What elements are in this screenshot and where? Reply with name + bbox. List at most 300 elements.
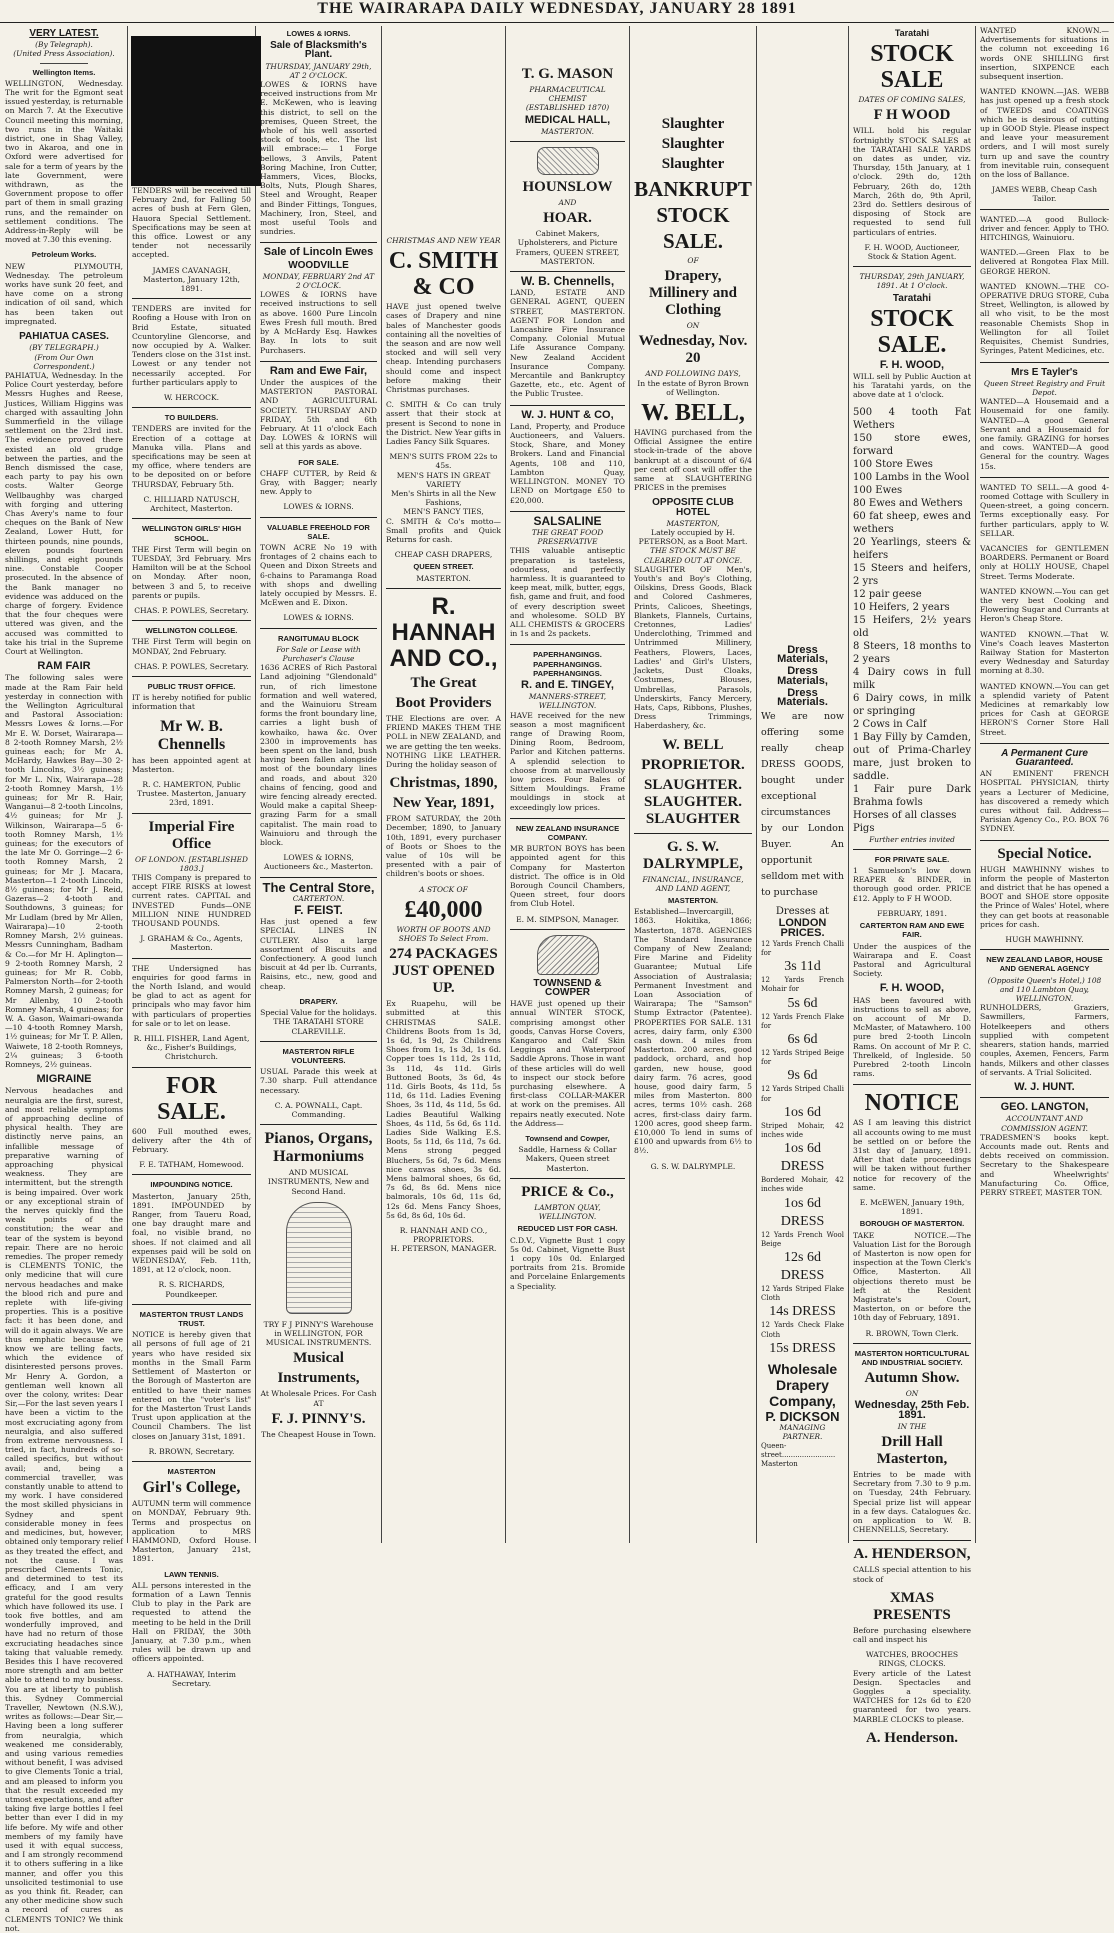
- ad-text: Under the auspices of the MASTERTON PASTORAL AND AGRICULTURAL SOCIETY. THURSDAY AND FRIDAY, 5th and 6th February. At 11 o'clock Each Day. LOWES & IORNS will sell at this yards as above.: [260, 377, 377, 452]
- divider: [634, 833, 752, 834]
- list-item: [761, 1231, 844, 1285]
- headline: Special Notice.: [997, 845, 1092, 862]
- subhead: ACCOUNTANT AND COMMISSION AGENT.: [1001, 1114, 1088, 1133]
- divider: [510, 818, 625, 819]
- ad-text: MEN'S HATS IN GREAT VARIETY: [396, 470, 491, 489]
- ad-signature: E. M. SIMPSON, Manager.: [516, 914, 619, 924]
- list-item: [761, 976, 844, 1012]
- headline: New Year, 1891,: [392, 795, 495, 812]
- list-item: [761, 1285, 844, 1321]
- ad-text: LOWES & IORNS have received instructions to sell as above. 1600 Pure Lincoln Ewes Fresh full mouth. Bred by A McHardy Esq. Hawkes Bay. In lots to suit Purchasers.: [260, 290, 377, 355]
- item-label: 12 Yards French Mohair for: [761, 976, 844, 994]
- list-item: 80 Ewes and Wethers: [853, 497, 963, 509]
- divider: [132, 1304, 251, 1305]
- ad-text: WANTED KNOWN.—JAS. WEBB has just opened up a fresh stock of TWEEDS and COATINGS which he is desirous of cutting up in GOOD Style. Please inspect and leave your measurement orders, and I will most surely turn up and save the country from inevitable ruin, consequent on the loss of Ballance.: [980, 87, 1109, 180]
- column-rule: [505, 26, 506, 1543]
- headline: C. SMITH & CO: [388, 248, 499, 301]
- ad-text: FEBRUARY, 1891.: [877, 908, 947, 918]
- ad-text: VACANCIES for GENTLEMEN BOARDERS. Permanent or Board only at HOLLY HOUSE, Chapel Street. Terms Moderate.: [980, 543, 1109, 581]
- ad-signature: R. BROWN, Town Clerk.: [865, 1328, 959, 1338]
- subhead: LAMBTON QUAY, WELLINGTON.: [534, 1202, 601, 1222]
- divider: [132, 620, 251, 621]
- ad-text: C.D.V., Vignette Bust 1 copy 5s 0d. Cabinet, Vignette Bust 1 copy 10s 0d. Enlarged portraits from 21s. Bromide and Porcelaine Enlargements a Speciality.: [510, 1235, 625, 1291]
- ad-text: CHEAP CASH DRAPERS,: [394, 550, 493, 560]
- headline: Slaughter: [661, 156, 725, 172]
- article-text: The following sales were made at the Ram Fair held yesterday in connection with the Wellington Agricultural and Pastoral Association: Messrs Lowes & Iorns.—For Mr E. W. Dorset, Wairarapa—8 2-tooth Romney Marsh, 2½ guineas each; for Mr A. McHardy, Hawkes Bay—30 2-tooth Lincolns, 3½ guineas; for Mr L. Nix, Wairarapa—28 2-tooth Romney Marsh, 1½ guineas; for Mr R. Hair, Wanganui—8 2-tooth Lincolns, 4½ guineas; for Mr J. Wilkinson, Wairarapa—5 6-tooth Romney Marsh, 1½ guineas; for the executors of the late Mr O. Gorringe—2 6-tooth Romney Marsh, 2 guineas; for Mr J. Macara, Masterton—1 2-tooth Lincoln, 8½ guineas; for Mr J. Reid, Gazeras—2 4-tooth and Southdowns, 3 guineas; for Mr Ludlam (bred by Mr Allen, Wairarapa)—10 2-tooth Romney Marsh, 2½ guineas. Messrs Cunningham, Badham & Co.—for Mr H. Aplington—9 2-tooth Romney Marsh, 2 guineas; for Mr R. Cobb, Palmerston North—for 2-tooth Romney Marsh, 2 guineas; for Mr Allenby, 10 2-tooth Romney Marsh, 4 guineas; for W. A. Gason, Waimari-owanda—10 4-tooth Romney Marsh, 1½ guineas; for Mr T. P. Allen, Waiwete, 18 2-tooth Romneys, 2¼ guineas; 3 6-tooth Romneys, 2½ guineas.: [5, 673, 123, 1069]
- subhead: (Opposite Queen's Hotel,) 108 and 110 Lambton Quay, WELLINGTON.: [987, 975, 1102, 1004]
- headline: TOWNSEND & COWPER: [533, 977, 602, 999]
- subhead: OF LONDON. [ESTABLISHED 1803.]: [135, 854, 248, 873]
- ad-text: MEN'S FANCY TIES,: [403, 507, 484, 517]
- subhead: MANAGING PARTNER.: [779, 1423, 826, 1442]
- headline: Boot Providers: [395, 694, 492, 711]
- ad-text: Ex Ruapehu, will be submitted at this CHRISTMAS SALE. Childrens Boots from 1s 3d, 1s 6d, 1s 9d, 2s Childrens Shoes from 1s, 1s 3d, 1s 6d. Copper toes 1s 11d, 2s 11d, 3s 11d, 4s 11d. Girls Buttoned Boots, 3s 6d, 4s 11d. Girls Boots, 4s 11d, 5s 11d, 6s 11d. Ladies Evening Shoes, 3s 11d, 4s 11d, 5s 6d. Ladies Beautiful Walking Shoes, 4s 11d, 5s 6d, 6s 11d. Ladies Side Walking E.S. Boots, 5s 11d, 6s 11d, 7s 6d. Mens strong pegged Bluchers, 5s 6d, 7s 6d. Mens nice canvas shoes, 3s 6d. Mens balmoral shoes, 6s 6d, 7s 6d, 8s 6d. Mens nice balmorals, 10s 6d, 11s 6d, 12s 6d. Mens Fancy Shoes, 5s 6d, 8s 6d, 10s 6d.: [386, 999, 501, 1220]
- ad-signature: R. C. HAMERTON, Public Trustee. Masterton, January 23rd, 1891.: [137, 779, 246, 808]
- ad-text: Before purchasing elsewhere call and inspect his: [853, 1625, 971, 1645]
- ad-text: TRADESMEN'S books kept. Accounts made out. Rents and debts received on commission. Secretary to the Shakespeare and Wheelwrights' Manufacturing Co. Office, PERRY STREET, MASTER TON.: [980, 1132, 1109, 1197]
- subhead: CHRISTMAS AND NEW YEAR: [386, 236, 501, 245]
- divider: [980, 1097, 1109, 1098]
- column-rule: [255, 26, 256, 1543]
- ad-text: We are now offering some really cheap DRESS GOODS, bought under exceptional circumstances by our London Buyer. An opportunit selldom met with to purchase: [761, 711, 844, 899]
- column-9: [977, 26, 1112, 1543]
- ad-text: LAND, ESTATE AND GENERAL AGENT, QUEEN STREET, MASTERTON. AGENT FOR London and Lancashire Fire Insurance Company. Colonial Mutual Life Assurance Company. New Zealand Accident Insurance Company. Mercantile and Bankruptcy Gazette, etc., etc. Agent of the Public Trustee.: [510, 288, 625, 399]
- headline: Musical: [293, 1350, 344, 1367]
- ad-text: TENDERS will be received till February 2nd, for Falling 50 acres of bush at Fern Glen, Hauora Special Settlement. Specifications may be seen at this office. Lowest or any tender not necessarily accepted.: [132, 186, 251, 260]
- headline: MASTERTON: [167, 1466, 216, 1476]
- headline: The Central Store,: [262, 879, 375, 895]
- headline: Petroleum Works.: [31, 250, 97, 260]
- ad-text: AUTUMN term will commence on MONDAY, February 9th. Terms and prospectus on application to MRS HAMMOND, Oxford House. Masterton, January 21st, 1891.: [132, 1499, 251, 1564]
- ad-signature: R. BROWN, Secretary.: [148, 1446, 235, 1456]
- ad-text: Every article of the Latest Design. Spectacles and Goggles a speciality. WATCHES for 12s 6d to £20 guaranteed for two years. MARBLE CLOCKS to please.: [853, 1668, 971, 1724]
- headline: A. HENDERSON,: [853, 1546, 971, 1563]
- headline: BOROUGH OF MASTERTON.: [859, 1219, 965, 1229]
- ad-text: TAKE NOTICE.—The Valuation List for the Borough of Masterton is now open for inspection at the Town Clerk's Office, Masterton. All objections thereto must be left at the Resident Magistrate's Court, Masterton, on or before the 10th day of February, 1891.: [853, 1230, 971, 1323]
- headline: MASTERTON.: [667, 895, 719, 905]
- ad-text: Dresses at: [775, 906, 830, 918]
- ad-text: THE TARATAHI STORE CLAREVILLE.: [273, 1017, 364, 1036]
- item-label: 12 Yards French Wool Beige: [761, 1230, 844, 1248]
- ad-signature: W. HERCOCK.: [163, 393, 220, 403]
- ad-text: WANTED KNOWN.—You can get a splendid variety of Patent Medicines at remarkably low prices for Cash at GEORGE HERON'S Corner Store Hall Street.: [980, 681, 1109, 737]
- subhead: MONDAY, FEBRUARY 2nd AT 2 O'CLOCK.: [262, 271, 375, 291]
- headline: STOCK SALE: [870, 41, 954, 94]
- subhead: ON: [686, 321, 700, 331]
- headline: Mrs E Tayler's: [1011, 366, 1078, 378]
- divider: [132, 1174, 251, 1175]
- ad-text: WANTED TO SELL.—A good 4-roomed Cottage with Scullery in Queen-street, a going concern. Terms exceptionally easy. For further particulars, apply to W. SELLAR.: [980, 482, 1109, 538]
- ad-signature: HUGH MAWHINNY.: [1005, 935, 1084, 945]
- divider: [853, 1084, 971, 1085]
- headline: Sale of Lincoln Ewes: [263, 246, 374, 259]
- ad-text: TRY F J PINNY'S Warehouse in WELLINGTON, FOR MUSICAL INSTRUMENTS.: [263, 1319, 374, 1348]
- divider: [980, 949, 1109, 950]
- ad-text: WILL hold his regular fortnightly STOCK SALES at the TARATAHI SALE YARDS on dates as under, viz. Thursday, 15th January, at 1 o'clock. 29th do, 12th February, 26th do, 12th March, 26th do, 9th April, 23rd do. Settlers desirous of disposing of Stock are requested to send full particulars of entries.: [853, 126, 971, 237]
- headline: XMAS PRESENTS: [873, 1589, 951, 1623]
- headline: Drapery, Millinery and Clothing: [649, 268, 737, 319]
- divider: [980, 840, 1109, 841]
- item-label: 12 Yards French Flake for: [761, 1012, 844, 1030]
- ad-signature: R. HANNAH AND CO., PROPRIETORS.: [399, 1226, 488, 1245]
- divider: [132, 298, 251, 299]
- list-item: 2 Cows in Calf: [853, 718, 927, 730]
- headline: Mr W. B. Chennells: [157, 717, 226, 753]
- ad-text: Land, Property, and Produce Auctioneers, and Valuers. Stock, Share, and Money Brokers. Land and Financial Agents, 108 and 110, Lambton Quay, WELLINGTON. MONEY TO LEND on Mortgage £50 to £20,000.: [510, 421, 625, 505]
- headline: £40,000: [404, 896, 483, 923]
- ad-text: Masterton, January 25th, 1891. IMPOUNDED by Ranger, from Taueru Road, one bay draught mare and foal, no visible brand, no shoes. If not claimed and all expenses paid will be sold on WEDNESDAY, Feb. 11th, 1891, at 12 o'clock, noon.: [132, 1191, 251, 1275]
- headline: W. BELL: [662, 736, 724, 753]
- headline: WELLINGTON GIRLS' HIGH SCHOOL.: [141, 524, 242, 543]
- dress-price-list: [761, 940, 844, 1358]
- sofa-illustration-icon: [537, 147, 599, 175]
- ad-signature: LOWES & IORNS.: [283, 502, 354, 512]
- item-price: 9s 6d: [787, 1068, 818, 1084]
- ad-signature: C. HILLIARD NATUSCH, Architect, Masterton.: [143, 494, 240, 514]
- headline: Imperial Fire Office: [148, 818, 235, 852]
- headline: RANGITUMAU BLOCK: [278, 633, 359, 643]
- headline: Wednesday, 25th Feb. 1891.: [854, 1399, 970, 1421]
- divider: [260, 242, 377, 243]
- item-price: 12s 6d DRESS: [780, 1250, 825, 1284]
- ad-text: Cabinet Makers, Upholsterers, and Picture Framers, QUEEN STREET, MASTERTON.: [515, 229, 620, 266]
- headline: FOR PRIVATE SALE.: [874, 854, 950, 864]
- column-rule: [629, 26, 630, 1543]
- list-item: 10 Heifers, 2 years: [853, 601, 950, 613]
- headline: TO BUILDERS.: [164, 413, 219, 423]
- ad-text: ALL persons interested in the formation of a Lawn Tennis Club to play in the Park are requested to attend the meeting to be held in the Drill Hall on FRIDAY, the 30th January, at 7.30 p.m., when rules will be drawn up and officers appointed.: [132, 1580, 251, 1664]
- ad-text: has been appointed agent at Masterton.: [132, 755, 251, 774]
- ad-text: 1636 ACRES of Rich Pastoral Land adjoining "Glendonald" run, of rich limestone formation and well watered, and the Wainuioru Stream forms the front boundary line, carries a light bush of kowhaiko, hawa &c. Over 2300 in improvements has been spent on the land, bush having been fallen alongside most of the boundary lines and roads, and about 320 chains of fencing, good and wire fencing already erected. Would make a capital Sheep-grazing Farm for a small capitalist. The main road to Wainuioru and through the block.: [260, 663, 377, 848]
- list-item: 150 store ewes, forward: [853, 432, 971, 457]
- subhead: AND: [558, 198, 577, 208]
- headline: W. BELL,: [641, 400, 745, 427]
- headline: Slaughter: [661, 136, 725, 152]
- headline: MASTERTON RIFLE VOLUNTEERS.: [282, 1046, 355, 1065]
- headline: A Permanent Cure Guaranteed.: [1001, 747, 1088, 769]
- item-label: 12 Yards Check Flake Cloth: [761, 1321, 844, 1339]
- headline: Taratahi: [894, 28, 930, 38]
- headline: MASTERTON TRUST LANDS TRUST.: [139, 1309, 244, 1329]
- subhead: WORTH OF BOOTS AND SHOES To Select From.: [396, 924, 491, 943]
- column-1: [2, 26, 126, 1933]
- subhead: MANNERS-STREET, WELLINGTON.: [528, 692, 607, 711]
- list-item: [761, 1013, 844, 1049]
- headline: F. H. WOOD,: [879, 358, 945, 371]
- headline: Instruments,: [277, 1370, 360, 1387]
- ad-text: Saddle, Harness & Collar Makers, Queen street Masterton.: [518, 1145, 617, 1173]
- headline: WELLINGTON COLLEGE.: [145, 626, 238, 636]
- ad-signature: LOWES & IORNS, Auctioneers &c., Masterton.: [263, 853, 374, 872]
- headline: NEW ZEALAND LABOR, HOUSE AND GENERAL AGENCY: [986, 955, 1103, 974]
- subhead: ON: [905, 1389, 919, 1399]
- headline: Wellington Items.: [32, 67, 96, 77]
- ad-text: WANTED.—Green Flax to be delivered at Rongotea Flax Mill. GEORGE HERON.: [980, 248, 1109, 276]
- headline: NEW ZEALAND INSURANCE COMPANY.: [515, 823, 620, 842]
- article-text: PAHIATUA, Wednesday. In the Police Court yesterday, before Messrs Hughes and Reese, Justices, William Higgins was charged with assaulting John Summerfield in the village settlement on the 23rd inst. The evidence proved there existed an old grudge between the parties, and the Bench dismissed the case, each party to pay his own costs. Walter George Wellbaughby was charged with forging and uttering Chas Avery's name to four cheques on the Bank of New Zealand, Lower Hutt, for thirteen pounds, nine pounds, eleven pounds fourteen shillings, and eight pounds nine. Constable Cooper prosecuted. In the absence of the Bank manager no evidence was adduced on the charge of forgery. Evidence that the four cheques were uttered was given, and the accused was committed to take his trial in the Supreme Court at Wellington.: [5, 370, 123, 656]
- ad-text: WANTED KNOWN.—Advertisements for situations in the column not exceeding 16 words ONE SHILLING first insertion, SIXPENCE each subsequent insertion.: [980, 26, 1109, 82]
- headline: Dress Materials.: [777, 686, 828, 709]
- saddle-illustration-icon: [537, 935, 599, 975]
- divider: [132, 518, 251, 519]
- headline: PAHIATUA CASES.: [19, 331, 109, 343]
- divider: [510, 511, 625, 512]
- ad-signature: F. H. WOOD, Auctioneer, Stock & Station Agent.: [864, 242, 960, 262]
- divider: [510, 1178, 625, 1179]
- subhead: THE GREAT FOOD PRESERVATIVE: [531, 527, 604, 547]
- ad-text: HUGH MAWHINNY wishes to inform the people of Masterton and district that he has opened a BOOT and SHOE store opposite the Prince of Wales' Hotel, where they can get boots at reasonable prices for cash.: [980, 864, 1109, 929]
- ad-text: Queen-street........................ Masterton: [761, 1441, 836, 1468]
- item-price: 6s 6d: [787, 1032, 818, 1048]
- divider: [510, 405, 625, 406]
- subhead: AND FOLLOWING DAYS,: [645, 369, 741, 379]
- ad-text: At Wholesale Prices. For Cash AT: [260, 1389, 377, 1408]
- list-item: [761, 1176, 844, 1230]
- ad-text: CHAFF CUTTER, by Reid & Gray, with Bagger; nearly new. Apply to: [260, 468, 377, 497]
- headline: Ram and Ewe Fair,: [269, 364, 368, 377]
- article-text: WELLINGTON, Wednesday. The writ for the Egmont seat issued yesterday, is returnable on March 7. At the Executive Council meeting this morning, two runs in the Waitaki district, one in Shag Valley, two in Akaroa, and one in Oxford were advertised for sale for a term of years by the late Government, were withdrawn, as the Government propose to offer part of them in small grazing runs, and the remainder on settlement conditions. The Address-in-Reply will be moved at 7.30 this evening.: [5, 78, 123, 245]
- ad-text: WANTED KNOWN.—That W. Vine's Coach leaves Masterton Railway Station for Masterton every Wednesday and Saturday morning at 8.30.: [980, 629, 1109, 676]
- ad-signature: A. HATHAWAY, Interim Secretary.: [146, 1669, 237, 1688]
- headline: G. S. W. DALRYMPLE,: [643, 838, 743, 872]
- list-item: 100 Lambs in the Wool: [853, 471, 970, 483]
- divider: [132, 958, 251, 959]
- headline: W. J. HUNT & CO,: [521, 408, 614, 421]
- subhead: THURSDAY, 29th JANUARY, 1891. At 1 O'clock.: [859, 272, 965, 291]
- ad-text: NOTICE is hereby given that all persons of full age of 21 years who have resided six months in the Small Farm Settlement of Masterton or the Borough of Masterton are entitled to have their names entered on the "voter's list" for the Masterton Trust Lands Trust upon application at the Council Chambers. The list closes on January 31st, 1891.: [132, 1330, 251, 1441]
- list-item: 6 Dairy cows, in milk or springing: [853, 692, 971, 717]
- headline: Slaughter: [661, 116, 725, 132]
- article-text: Nervous headaches and neuralgia are the first, surest, and most reliable symptoms of approaching decline of physical health. They are distinctly nerve pains, an infallible message of preparative warning of approaching physical weakness. They are intermittent, but the strength is being impaired. Over work or any exceptional strain of the nerves quickly find the weak points of the constitution; the wear and tear of the system is beyond repair. There are no heroic remedies. The proper remedy is CLEMENTS TONIC, the only medicine that will cure nervous headaches and make the blood rich and pure and replete with life-giving properties. This is a positive fact: it has been done, and will do it again always. We are thus emphatic because we know we are telling facts, which the evidence of disinterested persons proves. Mr Henry A. Gordon, a gentleman well known all over the colony, writes: Dear Sir,—For the last seven years I have been a victim to the most excruciating agony from neuralgia, and also suffered from extreme nervousness. I tried, in fact, hundreds of so-called specifics, but without avail; and, being a commercial traveller, was constantly unable to attend to my work. I have considered the most skilled physicians in Sydney and spent considerable money in fees and medicines, but, however, obtained only temporary relief as they treated the effect, and not the cause. I was prescribed Clements Tonic, and determined to test its efficacy, and I am very grateful for the good results which have followed its use. I took five bottles, and am wonderfully improved, and have had no return of those excruciating headaches since taking that valuable remedy. Besides this I have recovered more strength and am better able to attend to my business. You are at liberty to publish this. Sydney Commercial Traveller, Newtown (N.S.W.), writes as follows:—Dear Sir,—Having been a long sufferer from neuralgia, which weakened me considerably, and using various remedies without benefit, I was advised to give Clements Tonic a trial, and am pleased to inform you that the result exceeded my utmost expectations, and after taking five large bottles I feel better than ever I did in my life before. My wife and other members of my family have used it with equal success, and I am strongly recommend it to others suffering in a like manner, and offer you this unsolicited testimonial to use as you think fit. Reader, can any other medicine show such a record of cures as CLEMENTS TONIC? We think not.: [5, 1086, 123, 1933]
- headline: The Great: [410, 674, 477, 691]
- headline: W. B. Chennells,: [520, 274, 615, 289]
- ad-text: C. SMITH & Co can truly assert that their stock at present is Second to none in the District. New Year gifts in Ladies Fancy Silk Squares.: [386, 400, 501, 447]
- subhead: PHARMACEUTICAL CHEMIST: [529, 85, 606, 104]
- divider: [510, 271, 625, 272]
- item-label: 12 Yards Striped Beige for: [761, 1049, 844, 1067]
- headline: OPPOSITE CLUB HOTEL: [652, 497, 734, 518]
- subhead: THE STOCK MUST BE CLEARED OUT AT ONCE.: [643, 546, 743, 565]
- list-item: 100 Ewes: [853, 484, 903, 496]
- headline: LOWES & IORNS.: [286, 29, 351, 38]
- ad-signature: E. McEWEN, January 19th, 1891.: [859, 1197, 965, 1217]
- list-item: 1 Bay Filly by Camden, out of Prima-Charley mare, just broken to saddle.: [853, 731, 971, 782]
- ad-text: HAVE just opened twelve cases of Drapery and nine bales of Manchester goods containing all the novelties of the season and are now well stocked and will sell very cheap. Intending purchasers should come and inspect before making their Christmas purchases.: [386, 302, 501, 395]
- ad-signature: CHAS. P. POWLES, Secretary.: [134, 605, 249, 615]
- list-item: 12 pair geese: [853, 588, 922, 600]
- headline: Dress Materials,: [777, 644, 828, 666]
- column-rule: [975, 26, 976, 1543]
- divider: [980, 362, 1109, 363]
- divider: [386, 588, 501, 589]
- item-label: 12 Yards Striped Challi for: [761, 1085, 844, 1103]
- headline: Autumn Show.: [864, 1370, 960, 1387]
- divider: [132, 676, 251, 677]
- headline: F. H. WOOD,: [879, 982, 945, 995]
- ad-text: USUAL Parade this week at 7.30 sharp. Full attendance necessary.: [260, 1067, 377, 1095]
- column-7: [758, 26, 847, 1543]
- list-item: 20 Yearlings, steers & heifers: [853, 536, 971, 561]
- headline: PAPERHANGINGS. PAPERHANGINGS. PAPERHANGINGS.: [533, 650, 602, 678]
- headline: PUBLIC TRUST OFFICE.: [147, 681, 236, 691]
- ad-text: MASTERTON.: [416, 573, 471, 583]
- ad-text: LOWES & IORNS have received instructions from Mr E. McKewen, who is leaving this district, to sell on the premises, Queen Street, the whole of his well assorted stock of tools, etc. The list will embrace:— 1 Forge bellows, 3 Anvils, Patent Boring Machine, Iron Cutter, Hammers, Vices, Blocks, Bolts, Nuts, Plough Shares, Steel and Wrought, Reaper and Binder Fittings, Tongues, Machinery, Iron, Steel, and most useful Tools and sundries.: [260, 80, 377, 237]
- headline: BANKRUPT STOCK SALE.: [634, 177, 752, 253]
- headline: Drill Hall Masterton,: [876, 1434, 948, 1468]
- ad-signature: JAMES WEBB, Cheap Cash Tailor.: [992, 185, 1097, 204]
- headline: QUEEN STREET.: [413, 562, 474, 572]
- ad-text: SLAUGHTER OF Men's, Youth's and Boy's Clothing, Oilskins, Dress Goods, Black and Colored Cashmeres, Prints, Calicoes, Sheetings, Blankets, Flannels, Curtains, Cretonnes, Ladies' Underclothing, Trimmed and Untrimmed Millinery, Feathers, Flowers, Laces, Ladies' and Girl's Ulsters, Jackets, Dust Cloaks, Costumes, Blouses, Umbrellas, Parasols, Underskirts, Fancy Mercery, Hats, Caps, Ribbons, Plushes, Dress Trimmings, Haberdashery, &c.: [634, 564, 752, 731]
- ad-text: HAVE received for the new season a most magnificent range of Drawing Room, Dining Room, Bedroom, Parlor and Kitchen patterns. A splendid selection to choose from at marvellously low prices. Four Bales of Sittem Mouldings. Frame mouldings in stock at exceedingly low prices.: [510, 710, 625, 812]
- headline: W. J. HUNT.: [1014, 1080, 1075, 1093]
- list-item: [761, 940, 844, 976]
- divider: [132, 1067, 251, 1068]
- divider: [853, 266, 971, 267]
- ad-text: HAVE just opened up their annual WINTER STOCK, comprising amongst other goods, Canvas Horse Covers, Kangaroo and Calf Skin Leggings and Waterproof Saddle Aprons. Those in want of these articles will do well to inspect our stock before purchasing elsewhere. A first-class COLLAR-MAKER at work on the premises. All repairs neatly executed. Note the Address—: [510, 999, 625, 1128]
- subhead: For Sale or Lease with Purchaser's Clause: [276, 644, 361, 663]
- headline: SLAUGHTER. SLAUGHTER. SLAUGHTER: [644, 776, 742, 827]
- item-label: Bordered Mohair, 42 inches wide: [761, 1176, 844, 1194]
- item-label: Striped Mohair, 42 inches wide: [761, 1121, 844, 1140]
- ad-text: AS I am leaving this district all accounts owing to me must be settled on or before the 31st day of January, 1891. After that date proceedings will be taken without further notice for recovery of the same.: [853, 1118, 971, 1192]
- list-item: Pigs: [853, 822, 875, 834]
- headline: A. Henderson.: [865, 1729, 959, 1746]
- subhead: OF: [687, 256, 699, 265]
- ad-signature: H. PETERSON, MANAGER.: [390, 1244, 497, 1254]
- headline: VALUABLE FREEHOLD FOR SALE.: [267, 522, 370, 541]
- ad-text: Entries to be made with Secretary from 7.30 to 9 p.m. on Tuesday, 24th February. Special prize list will appear in a few days. Catalogues &c. on application to W. B. CHENNELLS, Secretary.: [853, 1470, 971, 1535]
- ad-text: In the estate of Byron Brown of Wellington.: [637, 378, 749, 397]
- ad-text: IT is hereby notified for public information that: [132, 693, 251, 712]
- subhead: (By Telegraph).: [35, 40, 93, 50]
- divider: [853, 1540, 971, 1541]
- ad-text: WILL sell by Public Auction at his Taratahi yards, on the above date at 1 o'clock.: [853, 372, 971, 400]
- headline: SALSALINE: [533, 513, 602, 528]
- subhead: MASTERTON,: [666, 518, 720, 528]
- subhead: THURSDAY, JANUARY 29th, AT 2 O'CLOCK.: [265, 61, 372, 80]
- divider: [132, 1461, 251, 1462]
- ad-text: AND MUSICAL INSTRUMENTS, New and Second Hand.: [267, 1168, 370, 1196]
- divider: [132, 813, 251, 814]
- subhead: Further entries invited: [869, 834, 955, 844]
- headline: P. DICKSON: [765, 1408, 840, 1424]
- headline: PRICE & Co.,: [521, 1183, 614, 1200]
- ad-text: The Cheapest House in Town.: [261, 1429, 376, 1439]
- divider: [40, 63, 87, 64]
- ad-text: WANTED.—A good Bullock-driver and fencer. Apply to THO. HITCHINGS, Wainuioru.: [980, 214, 1109, 243]
- subhead: CARTERTON.: [292, 893, 345, 903]
- ad-signature: R. HILL FISHER, Land Agent, &c., Fisher's Buildings, Christchurch.: [133, 1034, 250, 1062]
- divider: [853, 1343, 971, 1344]
- list-item: 15 Steers and heifers, 2 yrs: [853, 562, 971, 587]
- item-price: 15s DRESS: [769, 1340, 836, 1356]
- divider: [510, 644, 625, 645]
- headline: Townsend and Cowper,: [525, 1134, 610, 1144]
- item-price: 14s DRESS: [769, 1304, 836, 1320]
- list-item: 15 Heifers, 2½ years old: [853, 614, 971, 639]
- divider: [260, 1124, 377, 1125]
- headline: RAM FAIR: [37, 660, 91, 673]
- ad-text: 600 Full mouthed ewes, delivery after the 4th of February.: [132, 1126, 251, 1155]
- ad-text: Lately occupied by H. PETERSON, as a Boot Mart.: [638, 528, 748, 547]
- ad-signature: JAMES CAVANAGH, Masterton, January 12th, 1891.: [143, 265, 240, 294]
- headline: R. and E. TINGEY,: [521, 678, 614, 691]
- column-5: [507, 26, 628, 1543]
- subhead: (BY TELEGRAPH.): [29, 343, 99, 353]
- headline: IMPOUNDING NOTICE.: [150, 1180, 233, 1190]
- headline: F. FEIST.: [294, 903, 343, 918]
- headline: Wholesale Drapery Company,: [767, 1360, 838, 1409]
- subhead: A STOCK OF: [419, 884, 468, 894]
- ad-text: WANTED KNOWN.—You can get the very best Cooking and Flowering Sugar and Currants at Heron's Cheap Store.: [980, 586, 1109, 624]
- headline: FOR SALE.: [157, 1072, 226, 1125]
- ad-text: 1 Samuelson's low down REAPER & BINDER, in thorough good order. PRICE £12. Apply to F H WOOD.: [853, 866, 971, 903]
- headline: Dress Materials,: [777, 665, 828, 687]
- column-rule: [848, 26, 849, 1543]
- headline: Girl's College,: [142, 1479, 241, 1497]
- item-price: 1os 6d DRESS: [780, 1195, 825, 1229]
- headline: HOAR.: [543, 210, 592, 227]
- headline: REDUCED LIST FOR CASH.: [517, 1224, 618, 1234]
- item-price: 3s 11d: [784, 959, 821, 975]
- ad-text: Men's Shirts in all the New Fashions,: [390, 489, 497, 508]
- ad-text: HAS been favoured with instructions to sell as above, on account of Mr D. McMaster, of Matawhero. 100 pure bred 2-tooth Lincoln Rams. On account of Mr P. C. Threlkeld, of Ingleside. 50 Purebred 2-tooth Lincoln rams.: [853, 995, 971, 1079]
- ad-text: THE First Term will begin on MONDAY, 2nd February.: [132, 637, 251, 656]
- list-item: [761, 1321, 844, 1357]
- headline: LONDON PRICES.: [778, 917, 827, 939]
- list-item: 60 fat sheep, ewes and wethers: [853, 510, 971, 535]
- divider: [260, 517, 377, 518]
- item-label: 12 Yards Striped Flake Cloth: [761, 1285, 844, 1303]
- ad-text: MEN'S SUITS FROM 22s to 45s.: [389, 452, 498, 471]
- column-rule: [756, 26, 757, 1543]
- headline: Pianos, Organs, Harmoniums: [264, 1130, 373, 1166]
- ad-signature: CHAS. P. POWLES, Secretary.: [134, 661, 249, 671]
- article-text: NEW PLYMOUTH, Wednesday. The petroleum works have sunk 20 feet, and have come on a strong indication of oil sand, which has been taken out impregnated.: [5, 261, 123, 326]
- headline: CARTERTON RAM AND EWE FAIR.: [859, 921, 965, 940]
- list-item: [761, 1049, 844, 1085]
- headline: STOCK SALE.: [870, 305, 954, 358]
- ad-text: THIS Company is prepared to accept FIRE RISKS at lowest current rates. CAPITAL and INVESTED Funds—ONE MILLION NINE HUNDRED THOUSAND POUNDS.: [132, 872, 251, 928]
- ad-text: C. SMITH & Co's motto—Small profits and Quick Returns for cash.: [386, 516, 501, 545]
- ad-text: Under the auspices of the Wairarapa and E. Coast Pastoral and Agricultural Society.: [853, 941, 971, 979]
- headline: Wednesday, Nov. 20: [638, 333, 748, 367]
- subhead: DATES OF COMING SALES,: [858, 95, 966, 105]
- headline: LAWN TENNIS.: [164, 1569, 219, 1579]
- headline: DRAPERY.: [299, 996, 338, 1006]
- list-item: 4 Dairy cows in full milk: [853, 666, 971, 691]
- ad-text: THE First Term will begin on TUESDAY, 3rd February. Mrs Hamilton will be at the School on Monday. After noon, between 3 and 5, to receive parents or pupils.: [132, 544, 251, 600]
- divider: [260, 1041, 377, 1042]
- headline: 274 PACKAGES JUST OPENED UP.: [389, 946, 498, 997]
- headline: F. J. PINNY'S.: [271, 1410, 366, 1427]
- headline: MEDICAL HALL,: [524, 113, 611, 126]
- subhead: MASTERTON.: [540, 126, 595, 136]
- ad-text: Special Value for the holidays.: [260, 1008, 377, 1018]
- item-price: 1os 6d DRESS: [780, 1141, 825, 1175]
- ad-text: MR BURTON BOYS has been appointed agent for this Company for Masterton district. The office is in Old Borough Council Chambers, Queen street, four doors from Club Hotel.: [510, 844, 625, 909]
- ad-text: TENDERS are invited for the Erection of a cottage at Manuka villa. Plans and specifications may be seen at my office, where tenders are to be deposited on or before THURSDAY, February 5th.: [132, 424, 251, 489]
- list-item: 1 Fair pure Dark Brahma fowls: [853, 783, 971, 808]
- headline: MIGRAINE: [36, 1073, 92, 1086]
- headline: Sale of Blacksmith's Plant.: [270, 40, 367, 61]
- headline: Taratahi: [892, 292, 932, 304]
- ad-text: AN EMINENT FRENCH HOSPITAL PHYSICIAN, thirty years a Lecturer of Medicine, has discovered a remedy which cures without fail. Address—Parisian Agency Co., P.O. BOX 76 SYDNEY.: [980, 769, 1109, 834]
- ad-text: TOWN ACRE No 19 with frontages of 2 chains each to Queen and Dixon Streets and 6-chains to Paramanga Road with shops and dwelling lately occupied by Messrs. E. McEwen and E. Dixon.: [260, 542, 377, 608]
- ad-text: Established—Invercargill, 1863. Hokitika, 1866; Masterton, 1878. AGENCIES The Standard Insurance Company of New Zealand; Fire Marine and Fidelity Guarantee; Mutual Life Association of Australasia; Permanent Investment and Loan Association of Wairarapa; The "Samson" Stump Extractor (Patentee). PROPERTIES FOR SALE. 131 acres, dairy farm, only £300 cash down. 4 miles from Masterton. 200 acres, good paddock, orchard, and hop garden, new house, good dairy farm. 76 acres, good house, good dairy farm, 5 miles from Masterton. 800 acres, terms 10½ cash. 268 acres, first-class dairy farm. 1200 acres, good sheep farm. £10,000 To lend in sums of £100 and upwards from 6½ to 8½.: [634, 907, 752, 1156]
- drummer-illustration-icon: [286, 1202, 352, 1314]
- headline: Christmas, 1890,: [389, 775, 498, 792]
